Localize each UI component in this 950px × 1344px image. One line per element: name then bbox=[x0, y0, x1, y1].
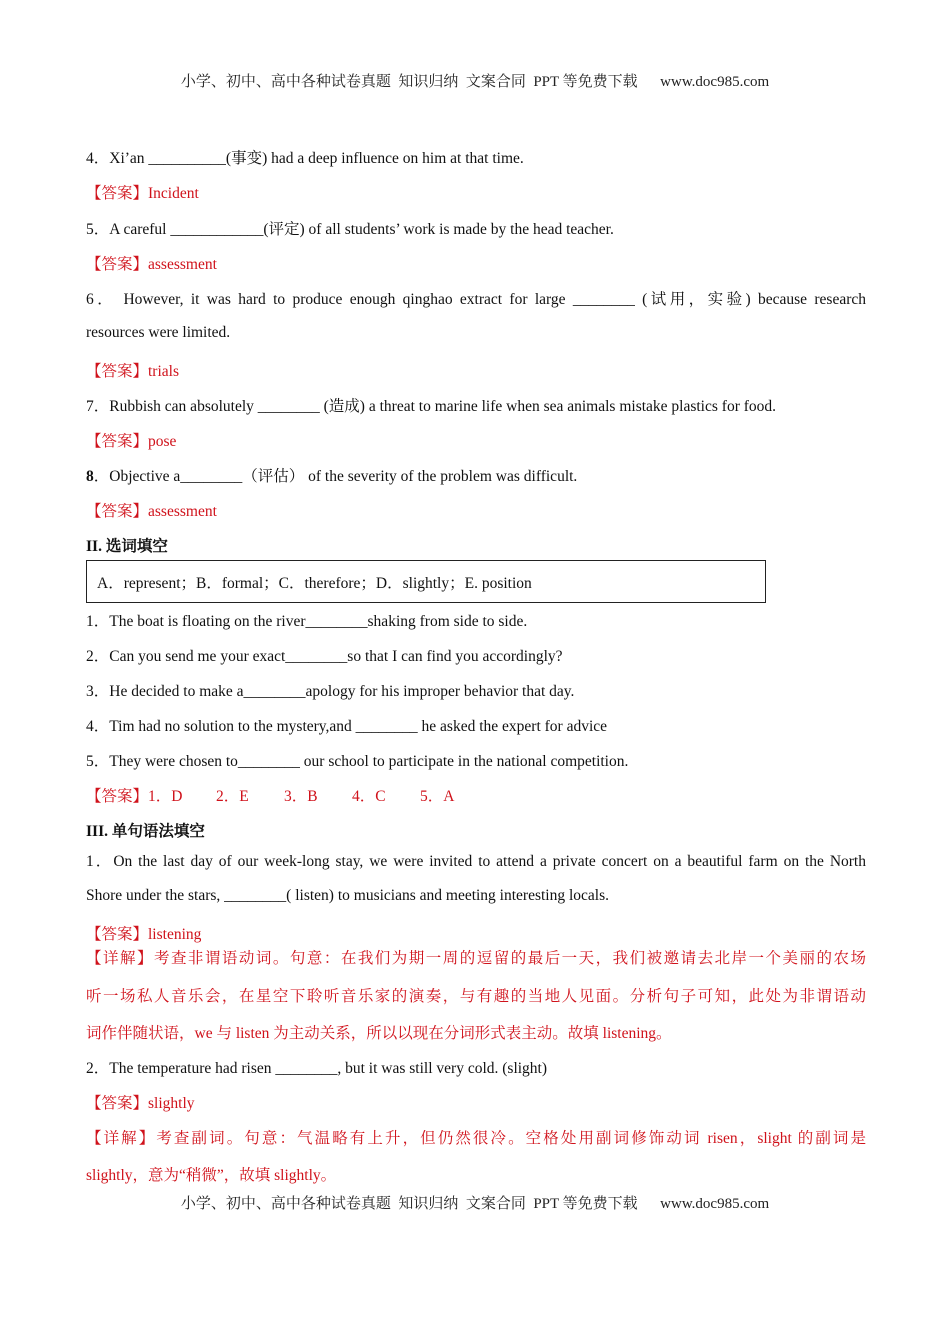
section3-title: III. 单句语法填空 bbox=[86, 823, 205, 840]
answer-5: 【答案】assessment bbox=[86, 256, 217, 273]
question-7: 7．Rubbish can absolutely ________ (造成) a threat to marine life when sea animals mistake plastics for food. bbox=[86, 398, 777, 415]
question-4: 4．Xi’an __________(事变) had a deep influence on him at that time. bbox=[86, 150, 524, 167]
s2-question-5: 5．They were chosen to________ our school to participate in the national competition. bbox=[86, 753, 629, 770]
s2-question-3: 3．He decided to make a________apology for his improper behavior that day. bbox=[86, 683, 575, 700]
s3-detail-1-line1: 【详解】考查非谓语动词。句意：在我们为期一周的逗留的最后一天，我们被邀请去北岸一个美丽的农场 bbox=[86, 950, 866, 967]
s3-answer-2: 【答案】slightly bbox=[86, 1095, 195, 1112]
word-options-box bbox=[86, 560, 766, 603]
answer-4: 【答案】Incident bbox=[86, 185, 199, 202]
s3-detail-2-line1: 【详解】考查副词。句意：气温略有上升，但仍然很冷。空格处用副词修饰动词 risen，slight 的副词是 bbox=[86, 1130, 866, 1147]
question-8 bbox=[86, 464, 866, 486]
answer-8: 【答案】assessment bbox=[86, 503, 217, 520]
s2-answer-label: 【答案】 bbox=[86, 788, 149, 805]
s2-question-2: 2．Can you send me your exact________so that I can find you accordingly? bbox=[86, 648, 563, 665]
page-header: 小学、初中、高中各种试卷真题 知识归纳 文案合同 PPT 等免费下载 www.doc985.com bbox=[180, 74, 770, 90]
s2-answer-1: 1．D bbox=[148, 788, 183, 805]
s3-detail-1-line2: 听一场私人音乐会，在星空下聆听音乐家的演奏，与有趣的当地人见面。分析句子可知，此处为非谓语动 bbox=[86, 988, 866, 1005]
question-6-line2: resources were limited. bbox=[86, 324, 231, 341]
answer-6: 【答案】trials bbox=[86, 363, 179, 380]
s2-answer-4: 4．C bbox=[352, 788, 386, 805]
s2-question-1: 1．The boat is floating on the river________shaking from side to side. bbox=[86, 613, 528, 630]
s3-answer-1: 【答案】listening bbox=[86, 926, 202, 943]
s2-answer-3: 3．B bbox=[284, 788, 318, 805]
s3-question-1-line2: Shore under the stars, ________( listen) to musicians and meeting interesting locals. bbox=[86, 887, 610, 904]
s2-answer-5: 5．A bbox=[420, 788, 455, 805]
s2-question-4: 4．Tim had no solution to the mystery,and ________ he asked the expert for advice bbox=[86, 718, 608, 735]
s3-detail-1-line3: 词作伴随状语，we 与 listen 为主动关系，所以以现在分词形式表主动。故填 listening。 bbox=[86, 1025, 672, 1042]
question-8-text: ．Objective a________（评估） of the severity of the problem was difficult. bbox=[93, 468, 578, 485]
s3-question-2: 2．The temperature had risen ________, but it was still very cold. (slight) bbox=[86, 1060, 548, 1077]
section2-title: II. 选词填空 bbox=[86, 538, 168, 555]
answer-7: 【答案】pose bbox=[86, 433, 177, 450]
question-5: 5．A careful ____________(评定) of all students’ work is made by the head teacher. bbox=[86, 221, 614, 238]
s2-answers bbox=[86, 784, 866, 806]
s2-answer-2: 2．E bbox=[216, 788, 249, 805]
s3-detail-2-line2: slightly，意为“稍微”，故填 slightly。 bbox=[86, 1167, 337, 1184]
question-6-line1: 6． However, it was hard to produce enough qinghao extract for large ________ (试用，实验) because research bbox=[86, 291, 866, 308]
page-footer: 小学、初中、高中各种试卷真题 知识归纳 文案合同 PPT 等免费下载 www.doc985.com bbox=[180, 1196, 770, 1212]
s3-question-1-line1: 1．On the last day of our week-long stay, we were invited to attend a private concert on a beautiful farm on the North bbox=[86, 853, 866, 870]
word-options: A．represent；B．formal；C．therefore；D．slightly；E. position bbox=[97, 575, 532, 592]
question-8-number: 8 bbox=[86, 468, 94, 485]
